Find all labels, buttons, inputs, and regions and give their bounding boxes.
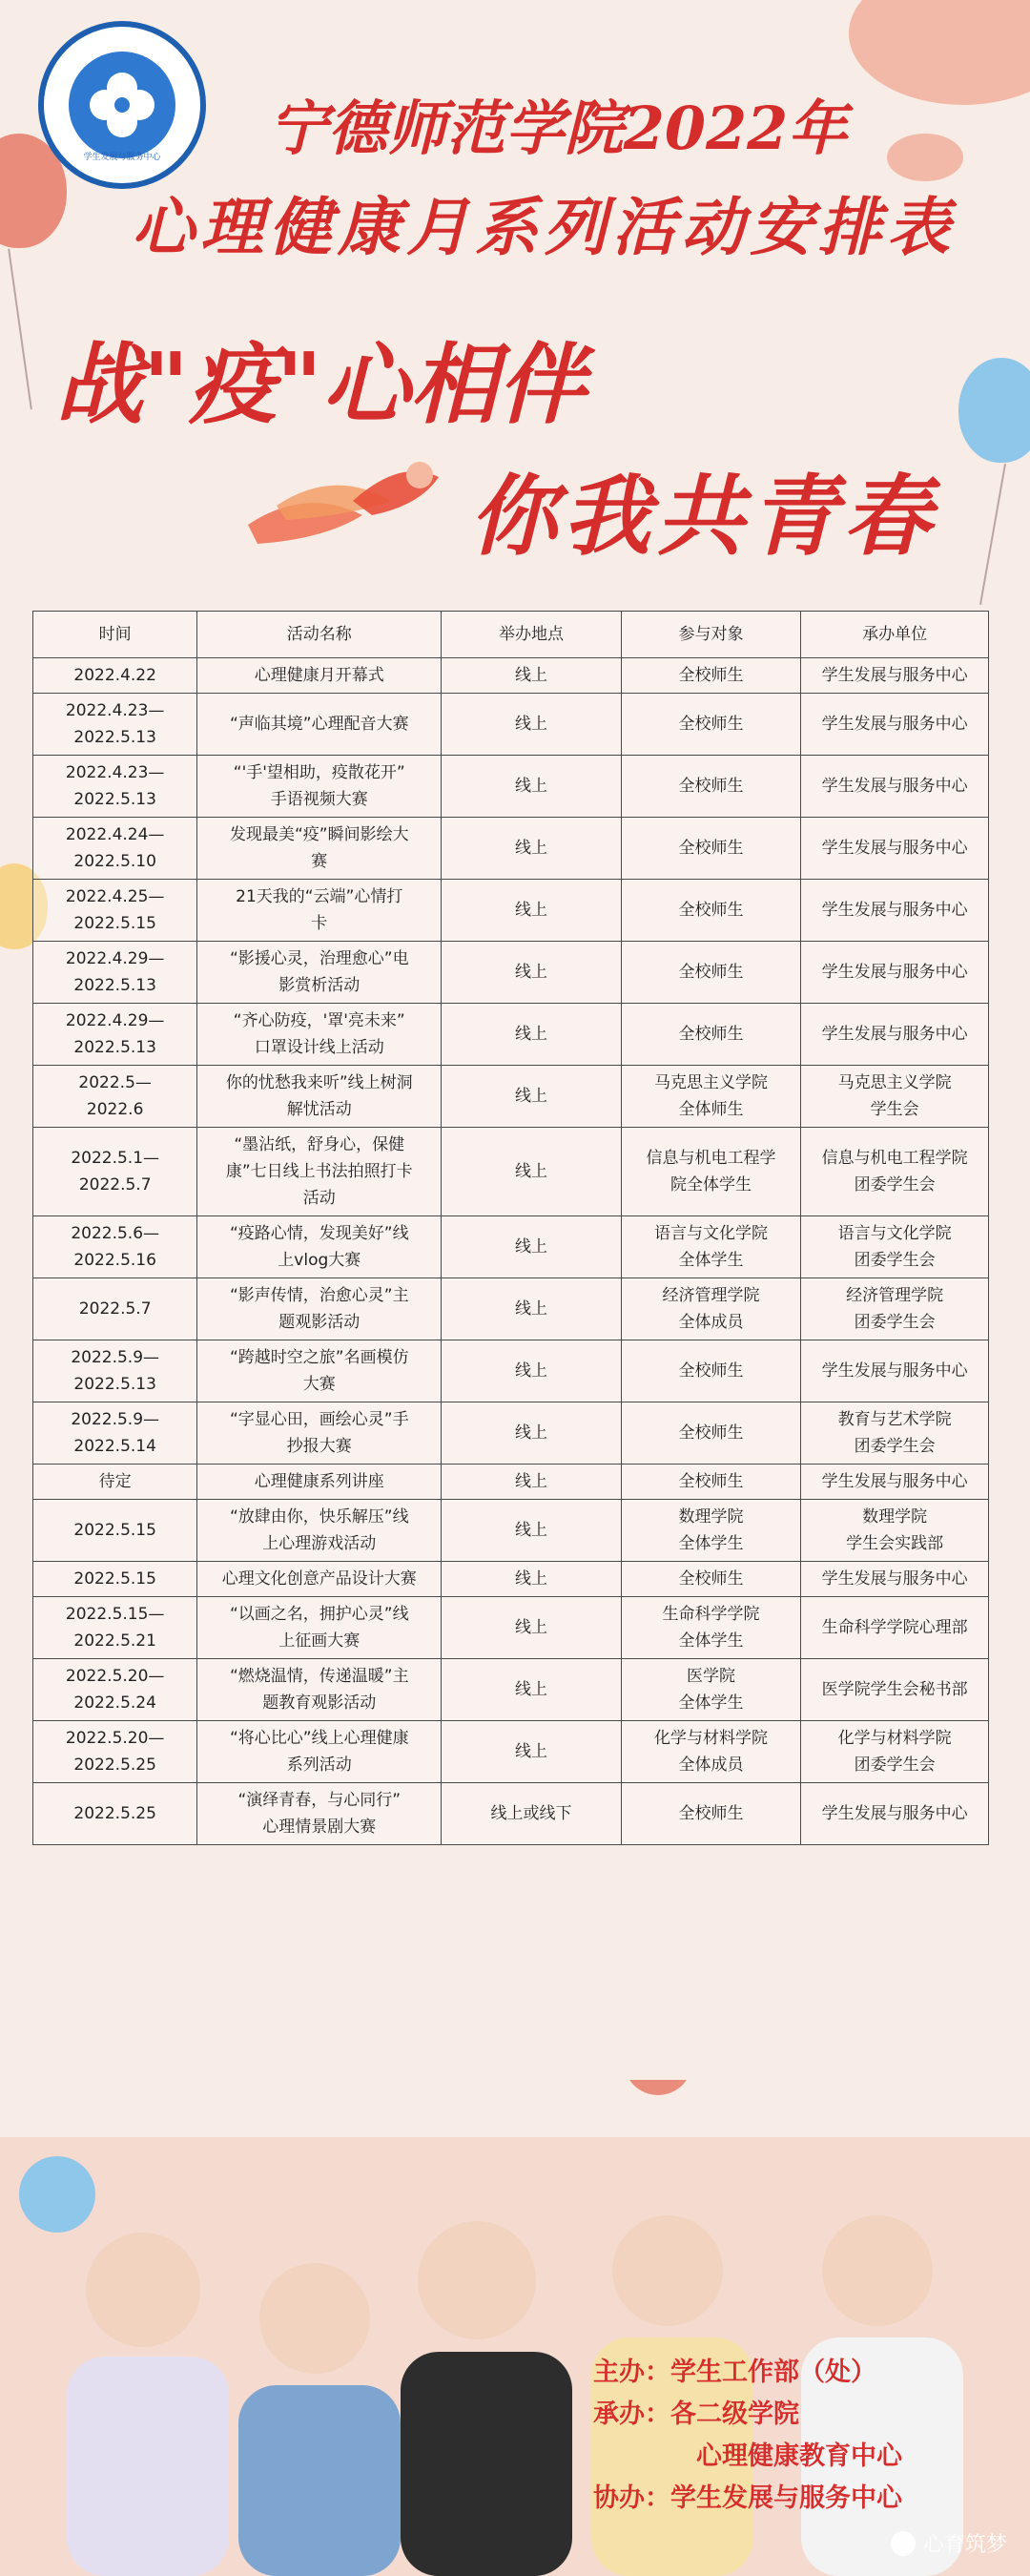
table-row [33,1128,989,1216]
cell-location: 线上 [442,880,622,942]
cell-activity: “疫路心情，发现美好”线 上vlog大赛 [197,1216,442,1278]
cell-activity: “放肆由你，快乐解压”线 上心理游戏活动 [197,1500,442,1562]
cell-participants: 全校师生 [621,1783,801,1845]
cell-organizer: 学生发展与服务中心 [801,1340,989,1402]
table-row [33,694,989,756]
page-title: 宁德师范学院2022年 [268,93,848,163]
cell-location: 线上 [442,1278,622,1340]
organizer-undertaker-2 [593,2436,1013,2478]
cell-organizer: 学生发展与服务中心 [801,880,989,942]
cell-location: 线上 [442,1562,622,1597]
balloon-string [979,464,1006,605]
organizers-block [593,2352,1013,2520]
cell-activity: “影援心灵，治理愈心”电 影赏析活动 [197,942,442,1004]
cell-organizer: 教育与艺术学院 团委学生会 [801,1402,989,1465]
wechat-watermark [891,2528,1007,2558]
cell-location: 线上 [442,1340,622,1402]
balloon-string [8,249,32,410]
cell-activity: “字显心田，画绘心灵”手 抄报大赛 [197,1402,442,1465]
column-header-activity: 活动名称 [197,612,442,658]
cell-time: 2022.5.15— 2022.5.21 [33,1597,197,1659]
table-row [33,1278,989,1340]
cell-time: 2022.4.29— 2022.5.13 [33,1004,197,1066]
cell-activity: 心理健康月开幕式 [197,658,442,694]
organizer-label: 主办： [593,2358,670,2387]
cell-participants: 全校师生 [621,818,801,880]
cell-participants: 全校师生 [621,880,801,942]
table-row [33,1216,989,1278]
cell-activity: “以画之名，拥护心灵”线 上征画大赛 [197,1597,442,1659]
cell-time: 2022.4.24— 2022.5.10 [33,818,197,880]
cell-organizer: 化学与材料学院 团委学生会 [801,1721,989,1783]
cell-time: 2022.5— 2022.6 [33,1066,197,1128]
cell-participants: 数理学院 全体学生 [621,1500,801,1562]
cell-location: 线上 [442,1066,622,1128]
cell-participants: 全校师生 [621,694,801,756]
organizer-value: 学生工作部（处） [670,2358,876,2387]
table-row [33,1465,989,1500]
table-row [33,1597,989,1659]
cell-organizer: 马克思主义学院 学生会 [801,1066,989,1128]
cell-organizer: 学生发展与服务中心 [801,694,989,756]
cell-location: 线上 [442,694,622,756]
table-row [33,1783,989,1845]
cell-location: 线上 [442,1402,622,1465]
cell-participants: 全校师生 [621,1562,801,1597]
cell-activity: “燃烧温情，传递温暖”主 题教育观影活动 [197,1659,442,1721]
column-header-location: 举办地点 [442,612,622,658]
cell-time: 2022.4.25— 2022.5.15 [33,880,197,942]
table-row [33,880,989,942]
cell-activity: “跨越时空之旅”名画模仿 大赛 [197,1340,442,1402]
cell-participants: 全校师生 [621,756,801,818]
logo-caption: 学生发展与服务中心 [83,153,161,162]
table-row [33,1500,989,1562]
cell-organizer: 学生发展与服务中心 [801,1783,989,1845]
cell-organizer: 学生发展与服务中心 [801,1562,989,1597]
cell-time: 待定 [33,1465,197,1500]
cell-time: 2022.4.22 [33,658,197,694]
cell-participants: 全校师生 [621,942,801,1004]
cell-time: 2022.5.6— 2022.5.16 [33,1216,197,1278]
cell-location: 线上 [442,942,622,1004]
cell-activity: “齐心防疫，'罩'亮未来” 口罩设计线上活动 [197,1004,442,1066]
cell-participants: 全校师生 [621,1402,801,1465]
cell-location: 线上 [442,658,622,694]
cell-activity: “影声传情，治愈心灵”主 题观影活动 [197,1278,442,1340]
cell-participants: 医学院 全体学生 [621,1659,801,1721]
cell-participants: 化学与材料学院 全体成员 [621,1721,801,1783]
cell-participants: 语言与文化学院 全体学生 [621,1216,801,1278]
organizer-value: 学生发展与服务中心 [670,2483,902,2513]
slogan-line-1: 战"疫"心相伴 [55,333,586,436]
cell-participants: 全校师生 [621,658,801,694]
page-subtitle: 心理健康月系列活动安排表 [132,190,956,264]
column-header-participants: 参与对象 [621,612,801,658]
cell-organizer: 学生发展与服务中心 [801,1004,989,1066]
cell-time: 2022.4.23— 2022.5.13 [33,694,197,756]
organizer-label: 协办： [593,2483,670,2513]
cell-activity: 发现最美“疫”瞬间影绘大 赛 [197,818,442,880]
cell-activity: 心理文化创意产品设计大赛 [197,1562,442,1597]
cell-location: 线上 [442,756,622,818]
cell-activity: “墨沾纸，舒身心，保健 康”七日线上书法拍照打卡 活动 [197,1128,442,1216]
cell-organizer: 学生发展与服务中心 [801,658,989,694]
cell-activity: “将心比心”线上心理健康 系列活动 [197,1721,442,1783]
cell-time: 2022.5.15 [33,1500,197,1562]
cell-time: 2022.4.23— 2022.5.13 [33,756,197,818]
cell-participants: 马克思主义学院 全体师生 [621,1066,801,1128]
column-header-time: 时间 [33,612,197,658]
cell-time: 2022.5.1— 2022.5.7 [33,1128,197,1216]
cell-time: 2022.5.20— 2022.5.25 [33,1721,197,1783]
cell-location: 线上 [442,1465,622,1500]
cell-activity: 21天我的“云端”心情打 卡 [197,880,442,942]
watermark-text: 心育筑梦 [922,2533,1007,2557]
cell-location: 线上 [442,1721,622,1783]
cell-organizer: 学生发展与服务中心 [801,1465,989,1500]
cell-activity: 心理健康系列讲座 [197,1465,442,1500]
cell-activity: 你的忧愁我来听”线上树洞 解忧活动 [197,1066,442,1128]
cell-time: 2022.5.15 [33,1562,197,1597]
cell-location: 线上 [442,818,622,880]
table-row [33,1340,989,1402]
table-row [33,1721,989,1783]
table-row [33,1659,989,1721]
cell-participants: 全校师生 [621,1465,801,1500]
cell-organizer: 经济管理学院 团委学生会 [801,1278,989,1340]
table-header-row [33,612,989,658]
cell-participants: 信息与机电工程学 院全体学生 [621,1128,801,1216]
slogan-line-2: 你我共青春 [469,465,937,568]
balloon-blue-icon [958,358,1030,463]
cell-activity: “声临其境”心理配音大赛 [197,694,442,756]
cell-participants: 全校师生 [621,1004,801,1066]
organizer-host [593,2352,1013,2394]
cell-time: 2022.5.9— 2022.5.14 [33,1402,197,1465]
organizer-value: 各二级学院 [670,2399,799,2429]
cell-participants: 生命科学学院 全体学生 [621,1597,801,1659]
cell-organizer: 数理学院 学生会实践部 [801,1500,989,1562]
cell-organizer: 信息与机电工程学院 团委学生会 [801,1128,989,1216]
table-row [33,1004,989,1066]
cell-time: 2022.5.25 [33,1783,197,1845]
cell-location: 线上 [442,1597,622,1659]
cell-time: 2022.5.9— 2022.5.13 [33,1340,197,1402]
cell-location: 线上 [442,1004,622,1066]
cell-location: 线上或线下 [442,1783,622,1845]
activity-schedule-table [32,611,989,1845]
cell-location: 线上 [442,1128,622,1216]
organizer-value: 心理健康教育中心 [696,2441,902,2471]
cell-organizer: 生命科学学院心理部 [801,1597,989,1659]
table-row [33,818,989,880]
table-row [33,1562,989,1597]
cell-participants: 经济管理学院 全体成员 [621,1278,801,1340]
organizer-label: 承办： [593,2399,670,2429]
table-row [33,1066,989,1128]
cell-organizer: 语言与文化学院 团委学生会 [801,1216,989,1278]
table-row [33,658,989,694]
cell-location: 线上 [442,1659,622,1721]
column-header-organizer: 承办单位 [801,612,989,658]
cell-activity: “演绎青春，与心同行” 心理情景剧大赛 [197,1783,442,1845]
phoenix-icon [238,448,458,563]
cell-location: 线上 [442,1500,622,1562]
organizer-co-host [593,2478,1013,2520]
cell-organizer: 学生发展与服务中心 [801,818,989,880]
wechat-icon [891,2531,916,2556]
cell-time: 2022.4.29— 2022.5.13 [33,942,197,1004]
organizer-undertaker [593,2394,1013,2436]
cell-organizer: 学生发展与服务中心 [801,942,989,1004]
cell-time: 2022.5.7 [33,1278,197,1340]
cell-organizer: 学生发展与服务中心 [801,756,989,818]
table-row [33,756,989,818]
cell-location: 线上 [442,1216,622,1278]
cell-time: 2022.5.20— 2022.5.24 [33,1659,197,1721]
cell-organizer: 医学院学生会秘书部 [801,1659,989,1721]
table-row [33,1402,989,1465]
cell-activity: “'手'望相助，疫散花开” 手语视频大赛 [197,756,442,818]
table-row [33,942,989,1004]
cell-participants: 全校师生 [621,1340,801,1402]
